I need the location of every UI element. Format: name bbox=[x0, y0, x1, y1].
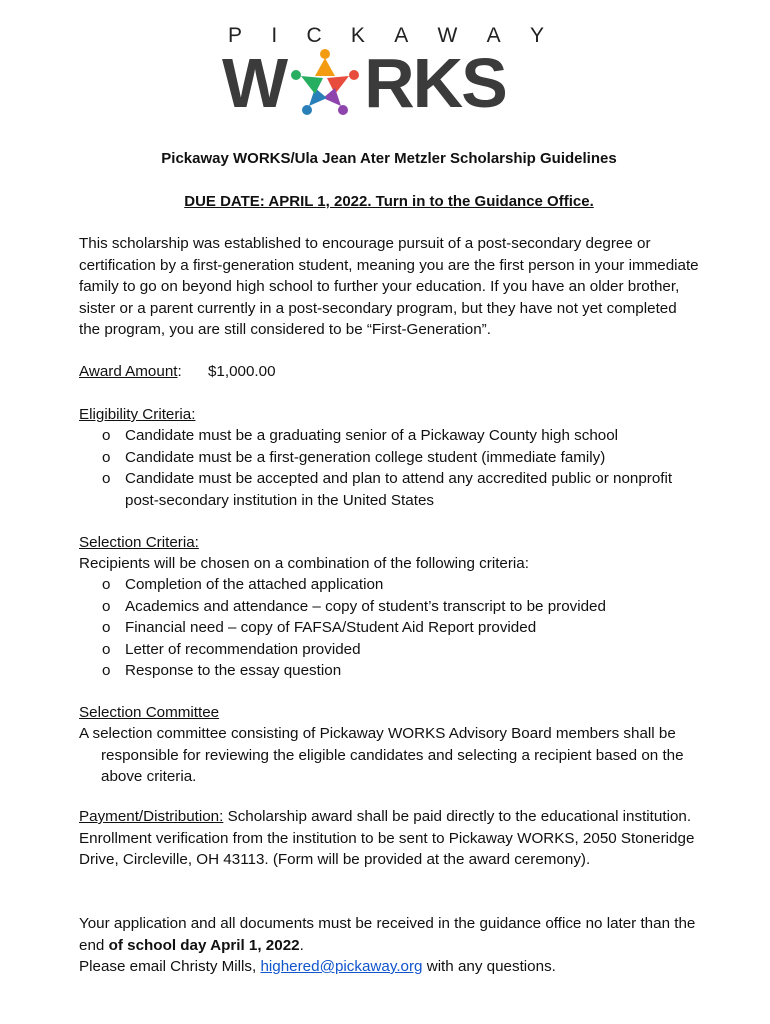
page-title: Pickaway WORKS/Ula Jean Ater Metzler Scholarship Guidelines bbox=[161, 150, 617, 167]
list-item-text: Completion of the attached application bbox=[125, 576, 384, 593]
bullet: o bbox=[102, 619, 111, 636]
list-item-text: Financial need – copy of FAFSA/Student Aid Report provided bbox=[125, 619, 537, 636]
bullet: o bbox=[102, 640, 111, 658]
logo-works-text bbox=[222, 46, 552, 120]
list-item bbox=[79, 617, 699, 639]
eligibility-heading: Eligibility Criteria: bbox=[79, 406, 196, 423]
list-item bbox=[79, 639, 699, 661]
logo-letter: Y bbox=[529, 24, 546, 47]
intro-paragraph: This scholarship was established to encourage pursuit of a post-secondary degree or certification by a first-generation student, meaning you are the first person in your immediate family to go on beyond high school to further your education. If you have an older brother, sister or a parent currently in a post-secondary program, but they have not yet completed the program, you are still considered to be “First-Generation”. bbox=[79, 235, 699, 338]
list-item bbox=[79, 660, 699, 682]
selection-list bbox=[79, 574, 699, 682]
list-item-text: Candidate must be a first-generation college student (immediate family) bbox=[125, 448, 606, 466]
contact-text: Please email Christy Mills, bbox=[79, 958, 261, 975]
selection-lead: Recipients will be chosen on a combination of the following criteria: bbox=[79, 555, 529, 572]
logo-letter: I bbox=[271, 24, 280, 47]
logo-rks: RKS bbox=[364, 44, 506, 122]
logo-w: W bbox=[222, 44, 287, 122]
payment-text: Scholarship award shall be paid directly to the educational institution. Enrollment verification from the institution to be sent to Pickaway WORKS, 2050 Stoneridge Drive, Circleville, OH 43113. (Form will be provided at the award ceremony). bbox=[79, 808, 695, 868]
list-item-text: Response to the essay question bbox=[125, 662, 342, 679]
payment-paragraph bbox=[79, 806, 699, 871]
closing-period: . bbox=[299, 936, 304, 954]
list-item-text: Candidate must be a graduating senior of a Pickaway County high school bbox=[125, 427, 619, 444]
closing-text: Your application and all documents must be received in the guidance office no later than the end bbox=[79, 915, 696, 954]
bullet: o bbox=[102, 576, 111, 593]
eligibility-list bbox=[79, 425, 679, 511]
logo-letter: P bbox=[228, 24, 245, 47]
award-colon: : bbox=[177, 363, 182, 380]
list-item-text: Candidate must be accepted and plan to attend any accredited public or nonprofit post-secondary institution in the United States bbox=[125, 470, 673, 509]
due-date: DUE DATE: APRIL 1, 2022. Turn in to the Guidance Office. bbox=[184, 193, 594, 210]
closing-paragraph bbox=[79, 913, 699, 978]
bullet: o bbox=[102, 470, 111, 487]
committee-text: A selection committee consisting of Pickaway WORKS Advisory Board members shall be responsible for reviewing the eligible candidates and selecting a recipient based on the above criteria. bbox=[79, 725, 684, 785]
logo-letter: A bbox=[394, 24, 411, 47]
bullet: o bbox=[102, 448, 111, 466]
bullet: o bbox=[102, 597, 111, 615]
award-value: $1,000.00 bbox=[207, 363, 276, 380]
committee-heading: Selection Committee bbox=[79, 704, 220, 721]
people-circle-icon bbox=[288, 46, 362, 120]
selection-heading: Selection Criteria: bbox=[79, 534, 199, 551]
list-item bbox=[79, 425, 679, 447]
email-link[interactable]: highered@pickaway.org bbox=[260, 958, 423, 975]
logo-letter: W bbox=[437, 24, 460, 47]
payment-heading: Payment/Distribution: bbox=[79, 808, 224, 825]
award-line bbox=[79, 361, 276, 383]
closing-deadline: of school day April 1, 2022 bbox=[108, 936, 300, 954]
bullet: o bbox=[102, 427, 111, 444]
logo-letter: C bbox=[306, 24, 324, 47]
list-item-text: Letter of recommendation provided bbox=[125, 640, 361, 658]
list-item bbox=[79, 574, 699, 596]
contact-text-end: with any questions. bbox=[422, 958, 556, 975]
pickaway-works-logo bbox=[222, 24, 552, 120]
list-item bbox=[79, 447, 679, 469]
logo-letter: A bbox=[486, 24, 503, 47]
list-item-text: Academics and attendance – copy of student’s transcript to be provided bbox=[125, 597, 606, 615]
bullet: o bbox=[102, 662, 111, 679]
list-item bbox=[79, 596, 699, 618]
list-item bbox=[79, 468, 679, 511]
logo-letter: K bbox=[350, 24, 367, 47]
award-label: Award Amount bbox=[79, 363, 178, 380]
